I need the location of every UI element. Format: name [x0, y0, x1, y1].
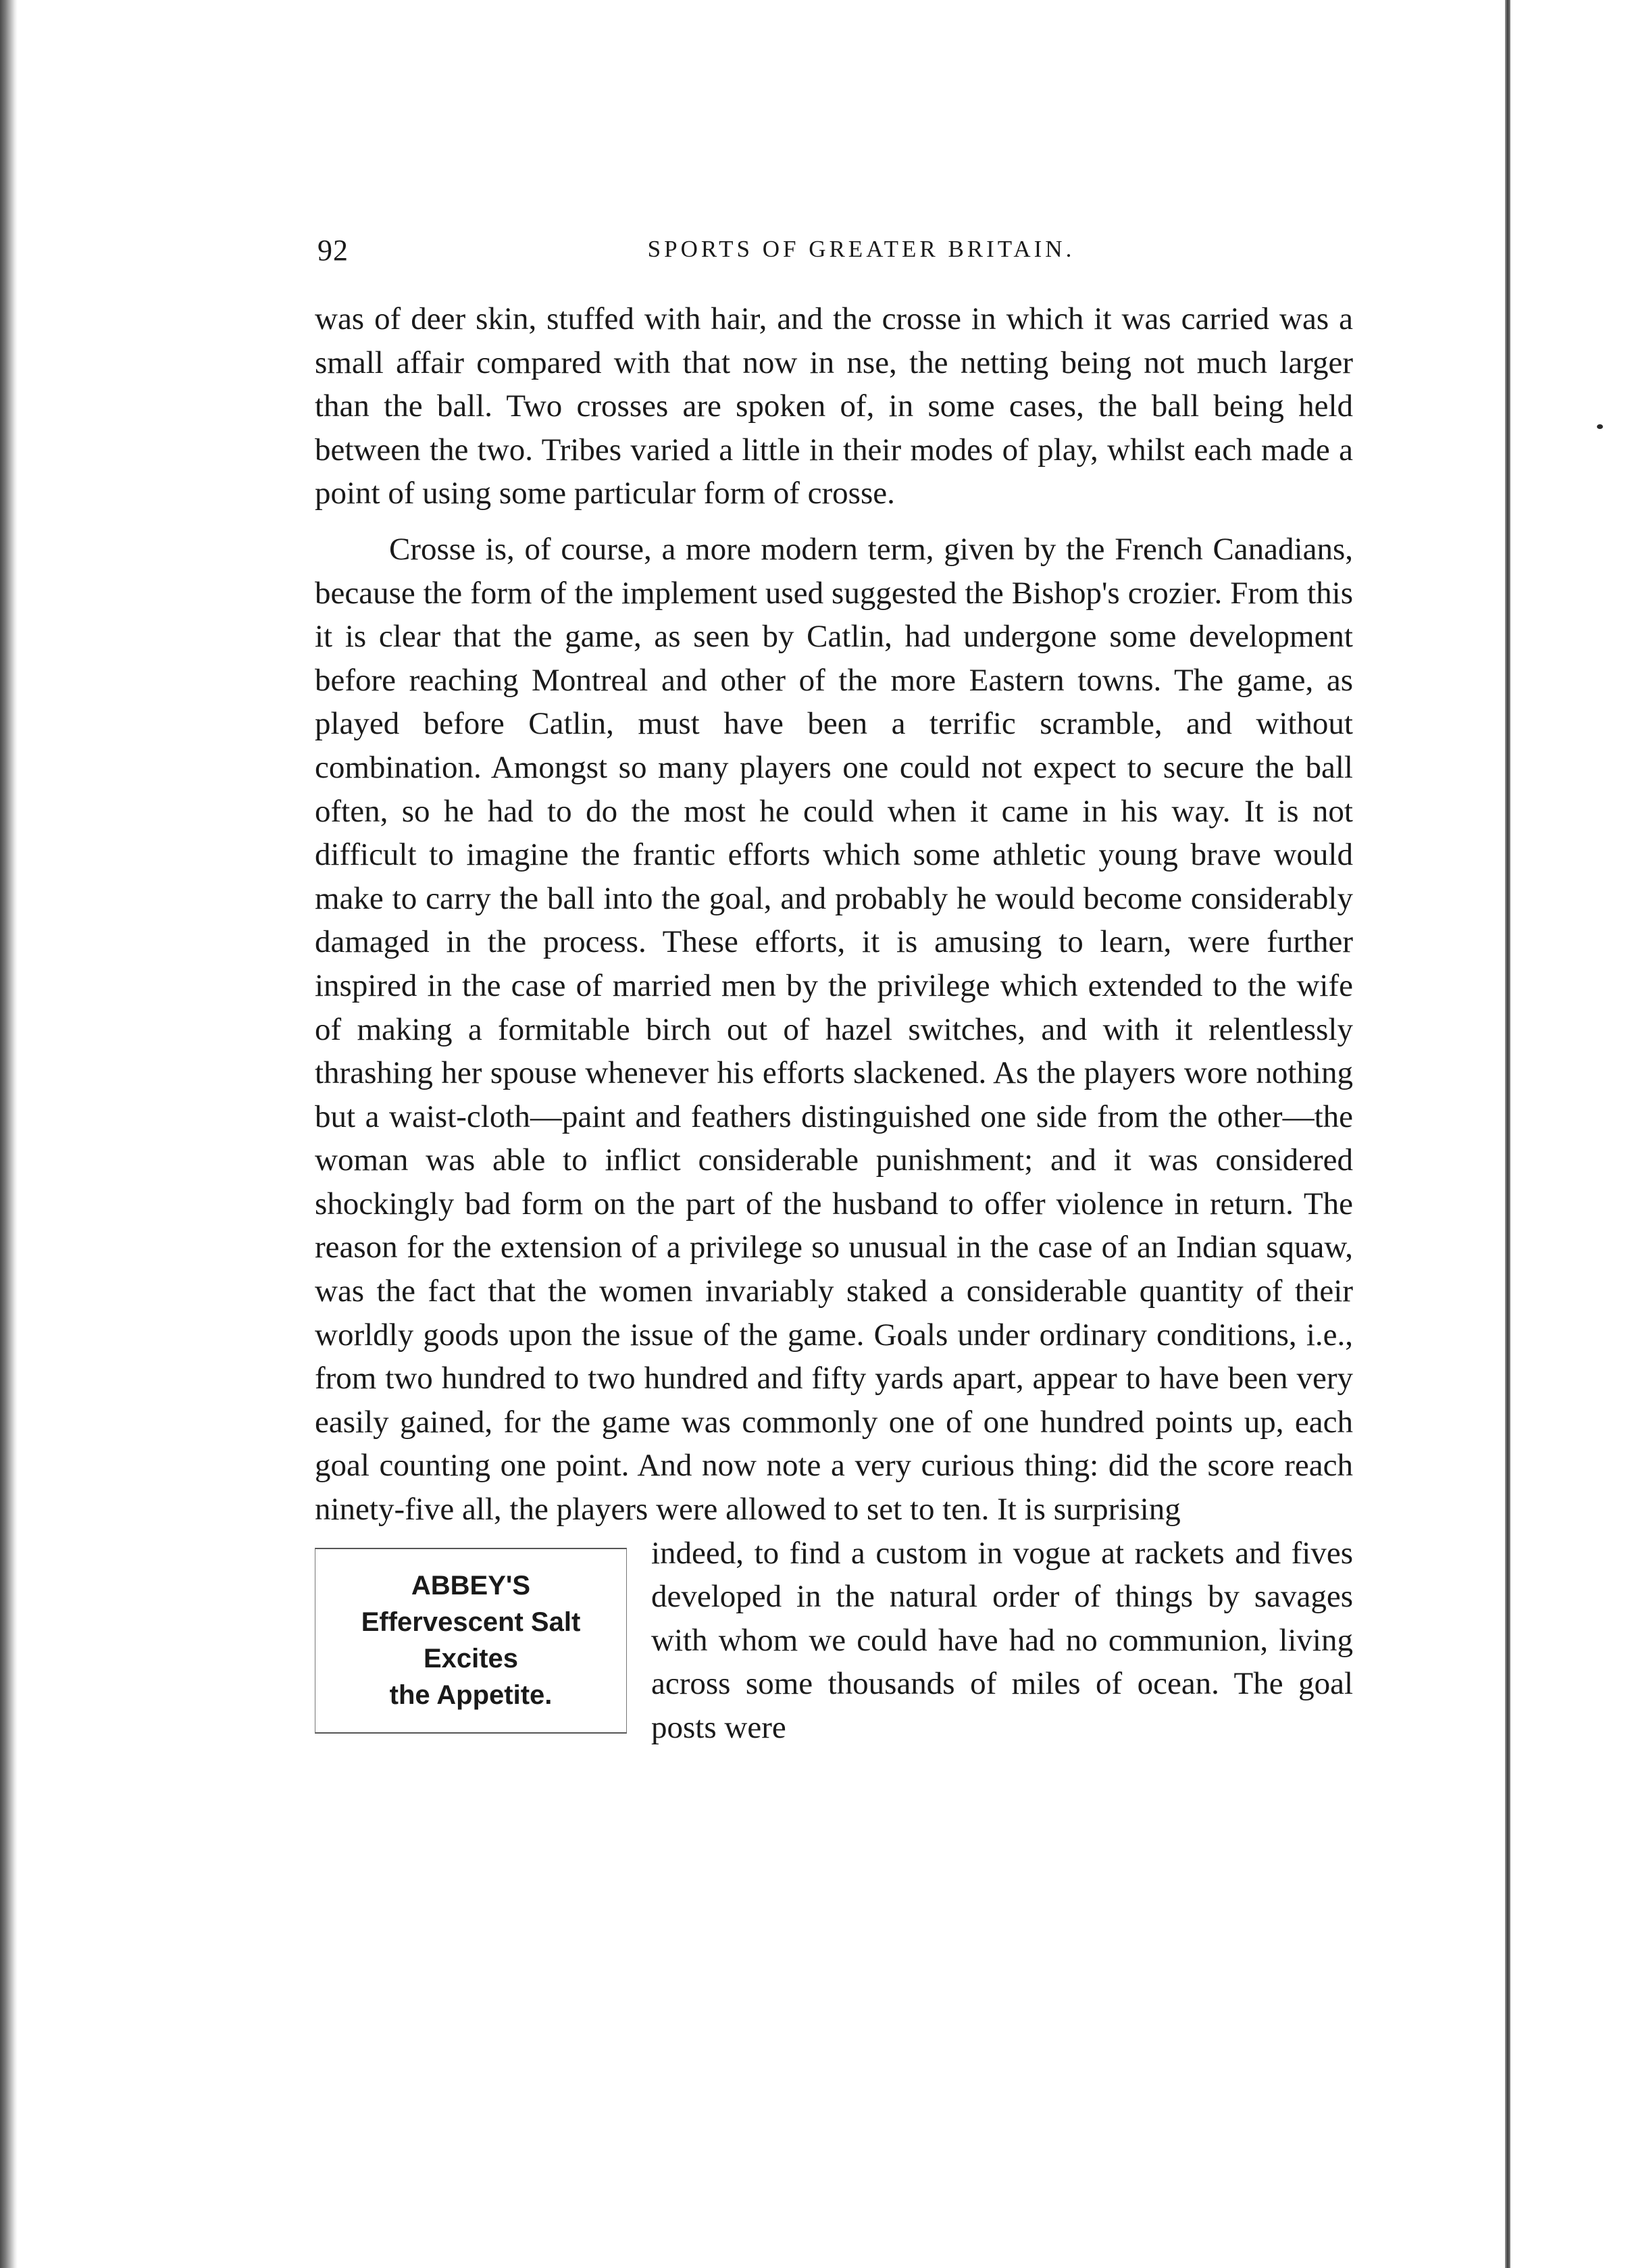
- paragraph-2-continued: indeed, to find a custom in vogue at rackets and fives developed in the natural order of things by savages with whom we could have had no communion, living across some thousands of miles of ocean. The goal posts were: [651, 1535, 1353, 1745]
- ad-claim: Excites: [423, 1644, 519, 1674]
- running-title: SPORTS OF GREATER BRITAIN.: [647, 236, 1075, 262]
- page-margin-right: [1510, 0, 1632, 2268]
- ink-speck: [1597, 424, 1603, 429]
- paragraph-2: Crosse is, of course, a more modern term, given by the French Canadians, because the form of the implement used suggested the Bishop's crozier. From this it is clear that the game, as seen by Catlin, had undergone some development before reaching Montreal and other of the more Eastern towns. The game, as played before Catlin, must have been a terrific scramble, and without combination. Amongst so many players one could not expect to secure the ball often, so he had to do the most he could when it came in his way. It is not difficult to imagine the frantic efforts which some athletic young brave would make to carry the ball into the goal, and probably he would become considerably damaged in the process. These efforts, it is amusing to learn, were further inspired in the case of married men by the privilege which extended to the wife of making a formitable birch out of hazel switches, and with it relentlessly thrashing her spouse whenever his efforts slackened. As the players wore nothing but a waist-cloth—paint and feathers distinguished one side from the other—the woman was able to inflict considerable punishment; and it was considered shockingly bad form on the part of the husband to offer violence in return. The reason for the extension of a privilege so unusual in the case of an Indian squaw, was the fact that the women invariably staked a considerable quantity of their worldly goods upon the issue of the game. Goals under ordinary conditions, i.e., from two hundred to two hundred and fifty yards apart, appear to have been very easily gained, for the game was commonly one of one hundred points up, each goal counting one point. And now note a very curious thing: did the score reach ninety-five all, the players were allowed to set to ten. It is surprising: [315, 531, 1353, 1528]
- page-number: 92: [317, 234, 349, 267]
- running-head: [317, 233, 1351, 274]
- ad-brand: ABBEY'S: [411, 1571, 531, 1601]
- scan-edge-right: [1505, 0, 1510, 2268]
- ad-claim-object: the Appetite.: [389, 1680, 553, 1711]
- scan-edge-left: [0, 0, 18, 2268]
- body-text: [315, 297, 1353, 1750]
- advertisement-box: [315, 1548, 627, 1734]
- ad-product: Effervescent Salt: [361, 1607, 581, 1638]
- paragraph-1: was of deer skin, stuffed with hair, and the crosse in which it was carried was a small affair compared with that now in nse, the netting being not much larger than the ball. Two crosses are spoken of, in some cases, the ball being held between the two. Tribes varied a little in their modes of play, whilst each made a point of using some particular form of crosse.: [315, 301, 1353, 511]
